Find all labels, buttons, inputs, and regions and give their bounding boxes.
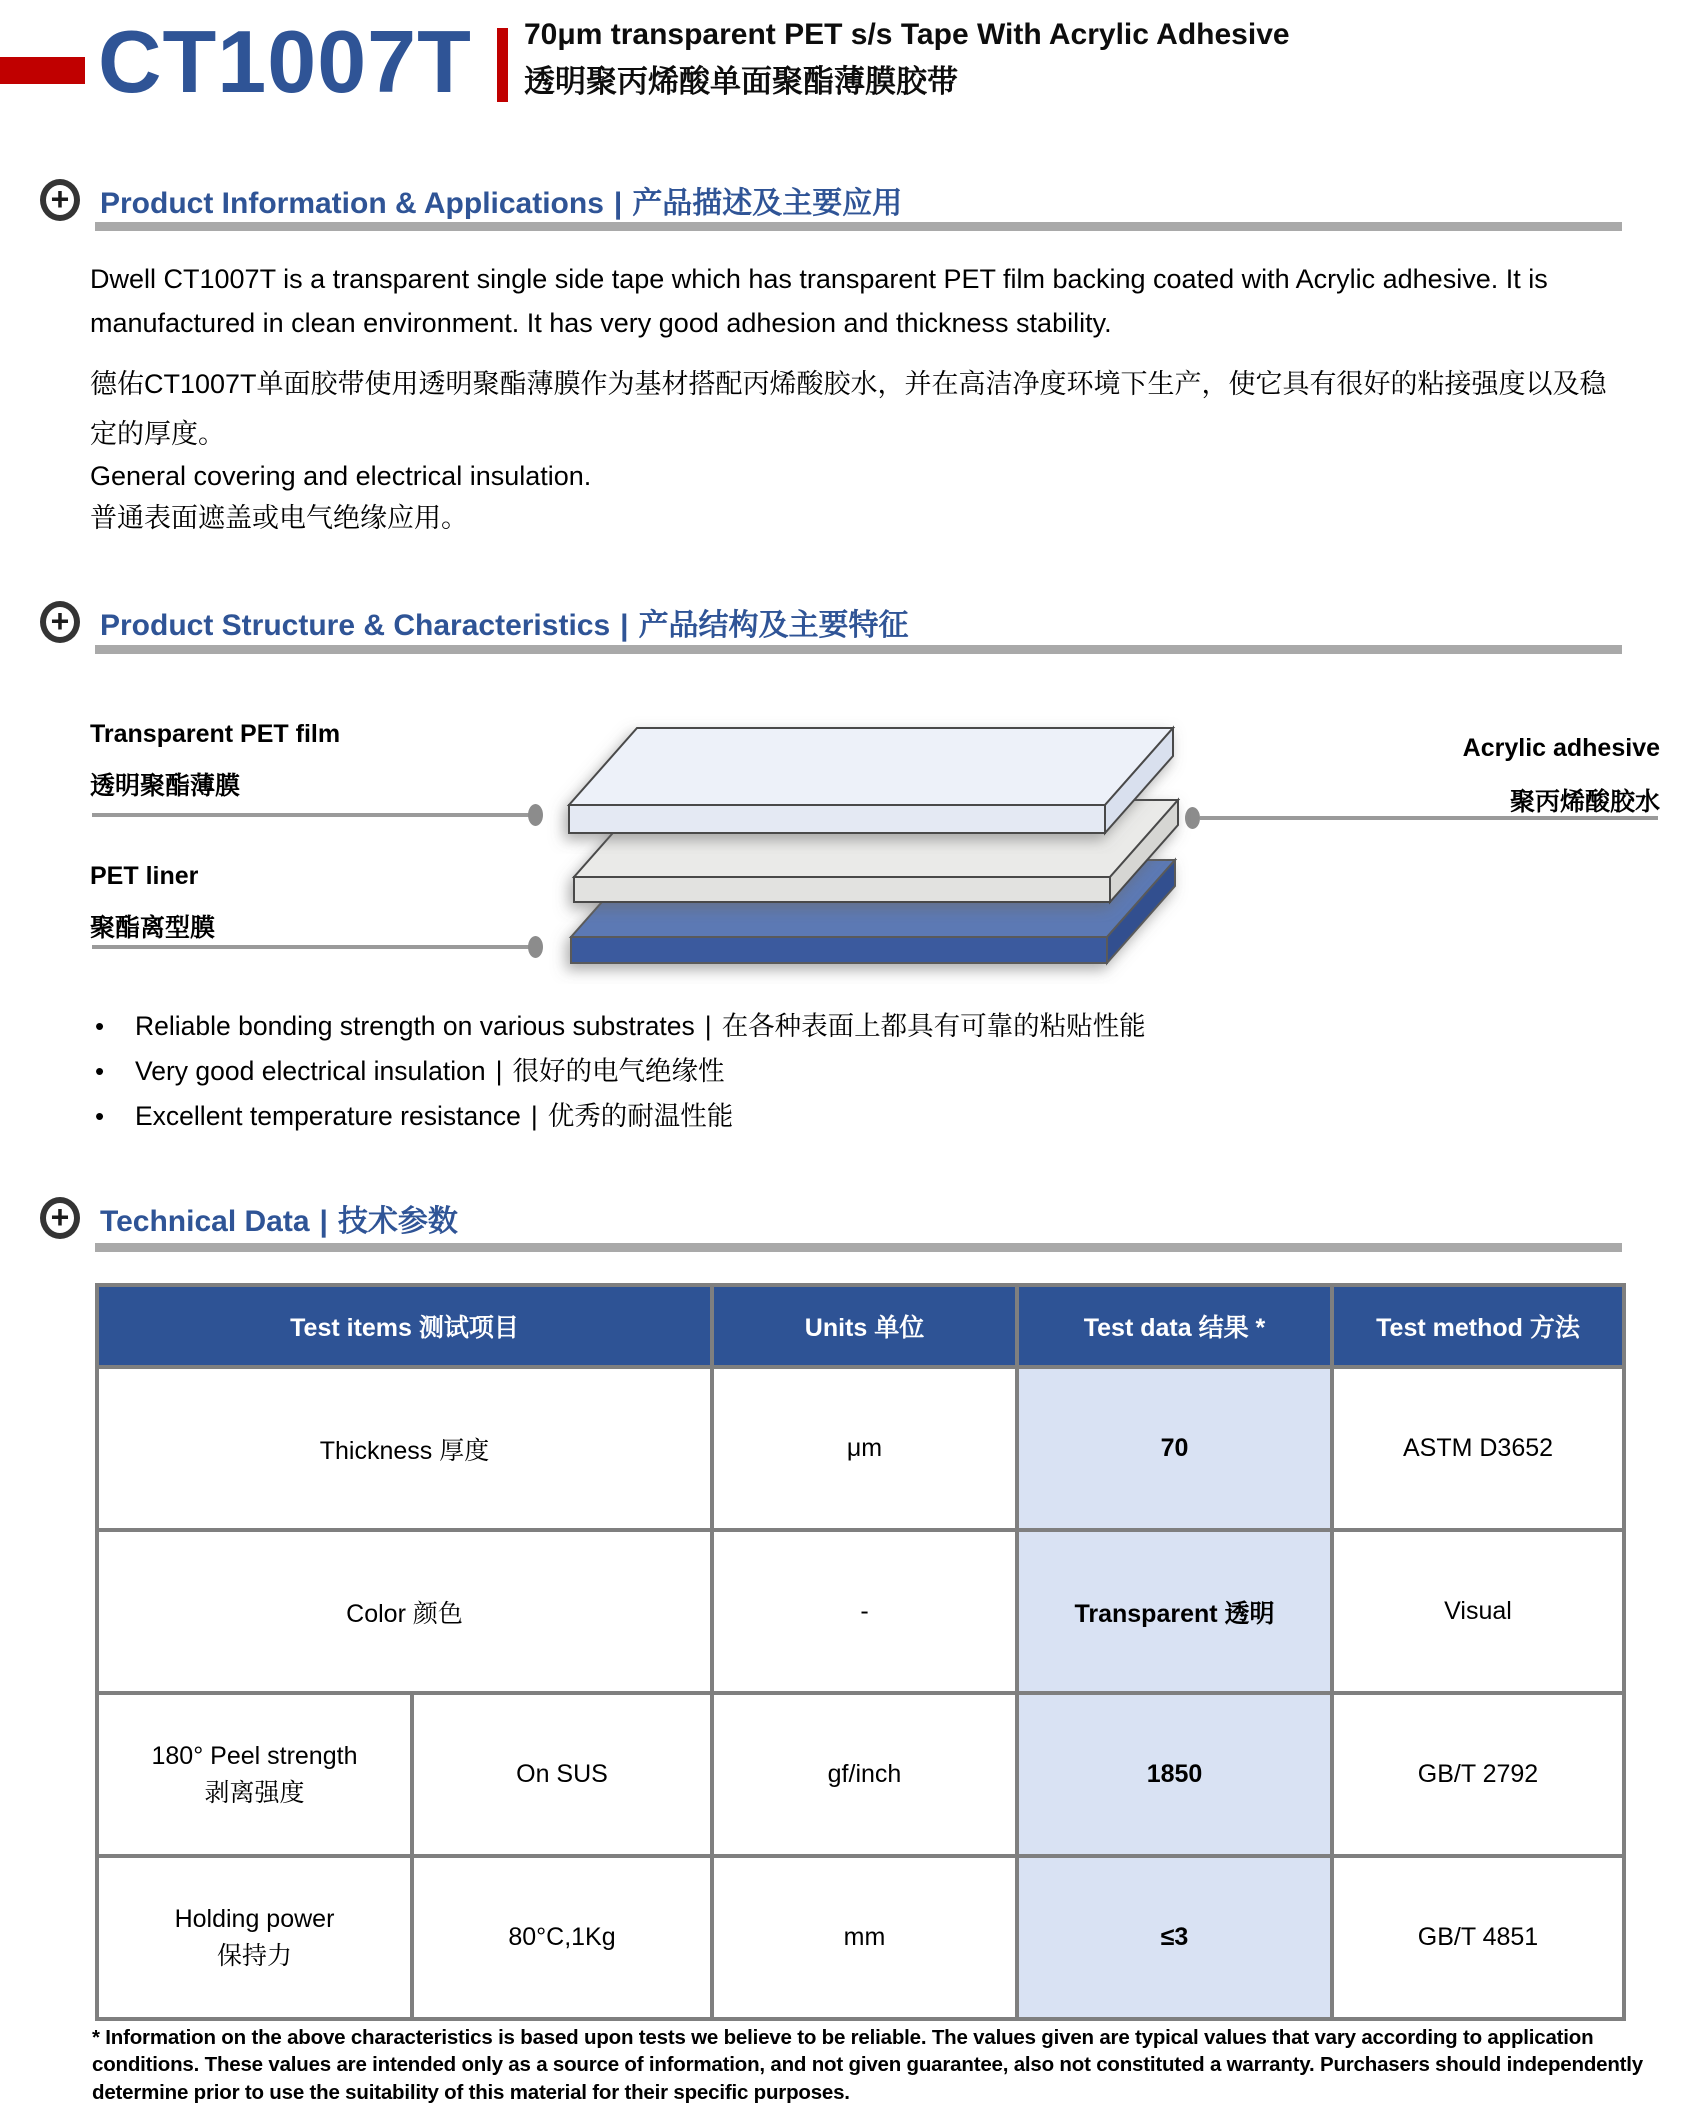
plus-circle-icon: +	[40, 1197, 80, 1239]
product-code: CT1007T	[98, 12, 472, 111]
section-info-heading	[40, 178, 902, 222]
col-header-test-data: Test data 结果 *	[1017, 1285, 1332, 1367]
adhesive-label-zh: 聚丙烯酸胶水	[1509, 788, 1660, 816]
red-divider-bar	[497, 28, 508, 102]
table-header-row	[97, 1285, 1624, 1367]
product-structure-diagram	[0, 690, 1704, 990]
cell-condition: 80°C,1Kg	[412, 1856, 712, 2019]
description-paragraph-zh: 德佑CT1007T单面胶带使用透明聚酯薄膜作为基材搭配丙烯酸胶水，并在高洁净度环境下生产，使它具有很好的粘接强度以及稳定的厚度。	[90, 369, 1607, 449]
cell-item: Holding power 保持力	[97, 1856, 412, 2019]
disclaimer-footnote: * Information on the above characteristics is based upon tests we believe to be reliable. The values given are typical values that vary according to application conditions. These values are intended only as a source of information, and not given guarantee, also not constituted a warranty. Purchasers should independently determine prior to use the suitability of this material for their specific purposes.	[92, 2026, 1643, 2104]
tape-layer-stack	[490, 695, 1210, 985]
table-row	[97, 1367, 1624, 1530]
plus-circle-icon: +	[40, 601, 80, 643]
application-line-en: General covering and electrical insulation.	[90, 461, 592, 491]
technical-data-table	[95, 1283, 1626, 2021]
characteristics-list	[95, 1004, 1146, 1139]
pet-film-label-zh: 透明聚酯薄膜	[90, 772, 241, 800]
cell-item: 180° Peel strength 剥离强度	[97, 1693, 412, 1856]
list-item: • Excellent temperature resistance | 优秀的耐温性能	[95, 1101, 734, 1131]
cell-units: mm	[712, 1856, 1017, 2019]
cell-method: GB/T 2792	[1332, 1693, 1624, 1856]
cell-data: ≤3	[1017, 1856, 1332, 2019]
col-header-test-method: Test method 方法	[1332, 1285, 1624, 1367]
table-row	[97, 1530, 1624, 1693]
col-header-test-items: Test items 测试项目	[97, 1285, 712, 1367]
cell-units: -	[712, 1530, 1017, 1693]
cell-units: gf/inch	[712, 1693, 1017, 1856]
bullet-icon: •	[95, 1011, 105, 1041]
section-technical-heading	[40, 1196, 458, 1240]
pet-liner-label-en: PET liner	[90, 862, 199, 890]
pet-liner-label-zh: 聚酯离型膜	[90, 914, 216, 942]
adhesive-connector-line	[1200, 816, 1658, 820]
bullet-icon: •	[95, 1056, 105, 1086]
pet-film-connector-line	[92, 813, 534, 817]
table-row	[97, 1856, 1624, 2019]
cell-method: Visual	[1332, 1530, 1624, 1693]
application-line-zh: 普通表面遮盖或电气绝缘应用。	[90, 503, 468, 533]
cell-method: ASTM D3652	[1332, 1367, 1624, 1530]
cell-data: 1850	[1017, 1693, 1332, 1856]
section-structure-heading	[40, 600, 909, 644]
list-item: • Reliable bonding strength on various substrates | 在各种表面上都具有可靠的粘贴性能	[95, 1011, 1146, 1041]
list-item: • Very good electrical insulation | 很好的电气绝缘性	[95, 1056, 725, 1086]
cell-item: Color 颜色	[97, 1530, 712, 1693]
col-header-units: Units 单位	[712, 1285, 1017, 1367]
product-title-zh: 透明聚丙烯酸单面聚酯薄膜胶带	[524, 64, 958, 99]
cell-method: GB/T 4851	[1332, 1856, 1624, 2019]
section-structure-title: Product Structure & Characteristics | 产品结构及主要特征	[100, 609, 909, 642]
red-dash-accent	[0, 57, 85, 84]
pet-film-label-en: Transparent PET film	[90, 720, 341, 748]
bullet-icon: •	[95, 1101, 105, 1131]
section-underline-bar	[95, 1243, 1622, 1252]
description-paragraph-en: Dwell CT1007T is a transparent single side tape which has transparent PET film backing coated with Acrylic adhesive. It is manufactured in clean environment. It has very good adhesion and thickness stability.	[90, 264, 1548, 338]
cell-data: Transparent 透明	[1017, 1530, 1332, 1693]
section-info-title: Product Information & Applications | 产品描述及主要应用	[100, 187, 903, 220]
table-row	[97, 1693, 1624, 1856]
cell-data: 70	[1017, 1367, 1332, 1530]
cell-condition: On SUS	[412, 1693, 712, 1856]
section-technical-title: Technical Data | 技术参数	[100, 1205, 458, 1238]
pet-film-layer	[569, 728, 1173, 833]
plus-circle-icon: +	[40, 179, 80, 221]
section-underline-bar	[95, 222, 1622, 231]
cell-units: μm	[712, 1367, 1017, 1530]
adhesive-label-en: Acrylic adhesive	[1462, 734, 1660, 762]
product-title-en: 70μm transparent PET s/s Tape With Acrylic Adhesive	[524, 18, 1290, 51]
pet-liner-connector-line	[92, 945, 534, 949]
cell-item: Thickness 厚度	[97, 1367, 712, 1530]
section-underline-bar	[95, 645, 1622, 654]
